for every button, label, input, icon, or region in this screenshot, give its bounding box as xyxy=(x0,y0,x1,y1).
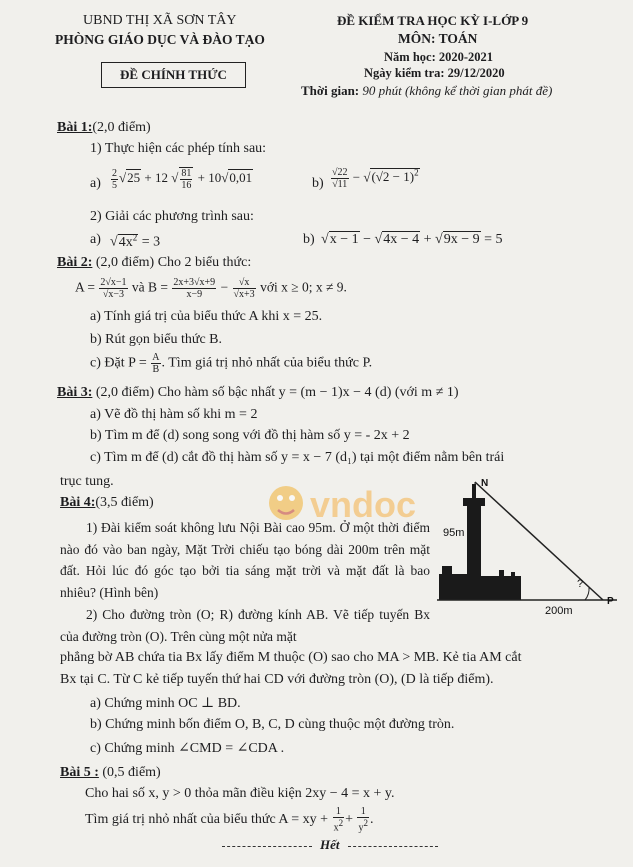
footer-end: Hết xyxy=(320,837,340,852)
exam-title: ĐỀ KIỂM TRA HỌC KỲ I-LỚP 9 xyxy=(337,13,529,28)
bai3-intro: (2,0 điểm) Cho hàm số bậc nhất y = (m − 1)x − 4 (d) (với m ≠ 1) xyxy=(95,385,459,400)
bai1-q2a-expr: $√4x^2 = 3$ xyxy=(110,232,161,250)
bai2-heading xyxy=(57,255,251,271)
building-right xyxy=(481,576,521,600)
tower-body xyxy=(467,504,481,600)
bai5-title: Bài 5 : xyxy=(60,765,99,780)
bai3-qb: b) Tìm m để (d) song song với đồ thị hàm số y = - 2x + 2 xyxy=(90,428,410,443)
duration-label: Thời gian: xyxy=(301,83,360,98)
exam-date: Ngày kiểm tra: 29/12/2020 xyxy=(364,66,505,80)
bai3-heading xyxy=(57,385,459,401)
bai2-formula: A = $\frac{2√x-1}{√x-3}$ và B = $\frac{2x+3√x+9}{x-9}$ − $\frac{√x}{√x+3}$ với x ≥ 0; x ≠ 9. xyxy=(75,277,347,300)
label-p: P xyxy=(607,596,614,607)
bai5-line1: Cho hai số x, y > 0 thỏa mãn điều kiện 2xy − 4 = x + y. xyxy=(85,786,395,801)
header-district: UBND THỊ XÃ SƠN TÂY xyxy=(83,13,237,28)
exam-subject: MÔN: TOÁN xyxy=(398,31,478,46)
bai2-qc: c) Đặt P = $\frac{A}{B}$ . Tìm giá trị nhỏ nhất của biểu thức P. xyxy=(90,352,373,375)
footer-line-right xyxy=(348,846,438,848)
bai4-p2-line4: Bx tại C. Từ C kẻ tiếp tuyến thứ hai CD với đường tròn (O), (D là tiếp điểm). xyxy=(60,672,494,687)
bai4-p1: 1) Đài kiểm soát không lưu Nội Bài cao 95m. Ở một thời điểm nào đó vào ban ngày, Mặt Trời chiếu tạo bóng dài 200m trên mặt đất. Hỏi lúc đó góc tạo bởi tia sáng mặt trời và mặt đất là bao nhiêu? (Hình bên) xyxy=(60,520,430,600)
bai4-heading xyxy=(60,495,154,511)
bai3-qa: a) Vẽ đồ thị hàm số khi m = 2 xyxy=(90,407,258,422)
bai3-qc: c) Tìm m để (d) cắt đồ thị hàm số y = x − 7 (d₁) tại một điểm nằm bên trái xyxy=(90,450,505,465)
label-shadow: 200m xyxy=(545,605,573,617)
bai1-q2: 2) Giải các phương trình sau: xyxy=(90,209,254,224)
bai1-q2b-label: b) xyxy=(303,232,315,247)
bai1-q1: 1) Thực hiện các phép tính sau: xyxy=(90,141,267,156)
header-department: PHÒNG GIÁO DỤC VÀ ĐÀO TẠO xyxy=(55,32,265,47)
bai1-q1b-label: b) xyxy=(312,176,324,191)
bai4-qc: c) Chứng minh ∠CMD = ∠CDA . xyxy=(90,741,285,756)
bai1-title: Bài 1: xyxy=(57,120,93,135)
exam-duration xyxy=(301,83,552,99)
bai4-qa: a) Chứng minh OC ⊥ BD. xyxy=(90,696,241,711)
bai1-heading xyxy=(57,120,151,136)
bai1-q1b-expr: $\frac{√22}{√11}$ − $√(√2 - 1)^2$ xyxy=(332,167,419,190)
bai2-qb: b) Rút gọn biểu thức B. xyxy=(90,332,223,347)
bai5-line2: Tìm giá trị nhỏ nhất của biểu thức A = xy + $\frac{1}{x2}$ + $\frac{1}{y2}$ . xyxy=(85,806,374,834)
duration-value: 90 phút (không kể thời gian phát đề) xyxy=(362,83,553,98)
bai5-points: (0,5 điểm) xyxy=(102,765,161,780)
label-n: N xyxy=(481,478,489,489)
bai1-q1a-label: a) xyxy=(90,176,101,191)
bai5-heading xyxy=(60,765,161,781)
footer-line-left xyxy=(222,846,312,848)
bai4-title: Bài 4: xyxy=(60,495,96,510)
label-height: 95m xyxy=(443,527,465,539)
bai1-points: (2,0 điểm) xyxy=(92,120,151,135)
watermark-text: vndoc xyxy=(310,484,417,525)
bai1-q2b-expr: √x − 1 − √4x − 4 + √9x − 9 = 5 xyxy=(321,232,503,247)
bai4-points: (3,5 điểm) xyxy=(95,495,154,510)
school-year: Năm học: 2020-2021 xyxy=(384,50,494,64)
bai2-title: Bài 2: xyxy=(57,255,93,270)
bai4-qb: b) Chứng minh bốn điểm O, B, C, D cùng thuộc một đường tròn. xyxy=(90,717,455,732)
building-left xyxy=(439,574,469,600)
bai2-intro: (2,0 điểm) Cho 2 biểu thức: xyxy=(95,255,252,270)
bai2-qa: a) Tính giá trị của biểu thức A khi x = 25. xyxy=(90,309,323,324)
label-angle: ? xyxy=(577,578,584,590)
bai3-title: Bài 3: xyxy=(57,385,93,400)
bai3-qc-cont: trục tung. xyxy=(60,474,114,489)
bai4-p2-line3: phẳng bờ AB chứa tia Bx lấy điểm M thuộc (O) sao cho MA > MB. Kẻ tia AM cắt xyxy=(60,650,522,665)
bai1-q2a-label: a) xyxy=(90,232,101,247)
bai4-p2-start: 2) Cho đường tròn (O; R) đường kính AB. Vẽ tiếp tuyến Bx của đường tròn (O). Trên cùng một nửa mặt xyxy=(60,607,430,644)
tower-shadow-figure xyxy=(437,476,627,626)
official-exam-box: ĐỀ CHÍNH THỨC xyxy=(101,62,246,88)
bai1-q1a-expr: $\frac{2}{5}$ √25 + 12 √ $\frac{81}{16}$ + 10√0,01 xyxy=(112,167,253,191)
